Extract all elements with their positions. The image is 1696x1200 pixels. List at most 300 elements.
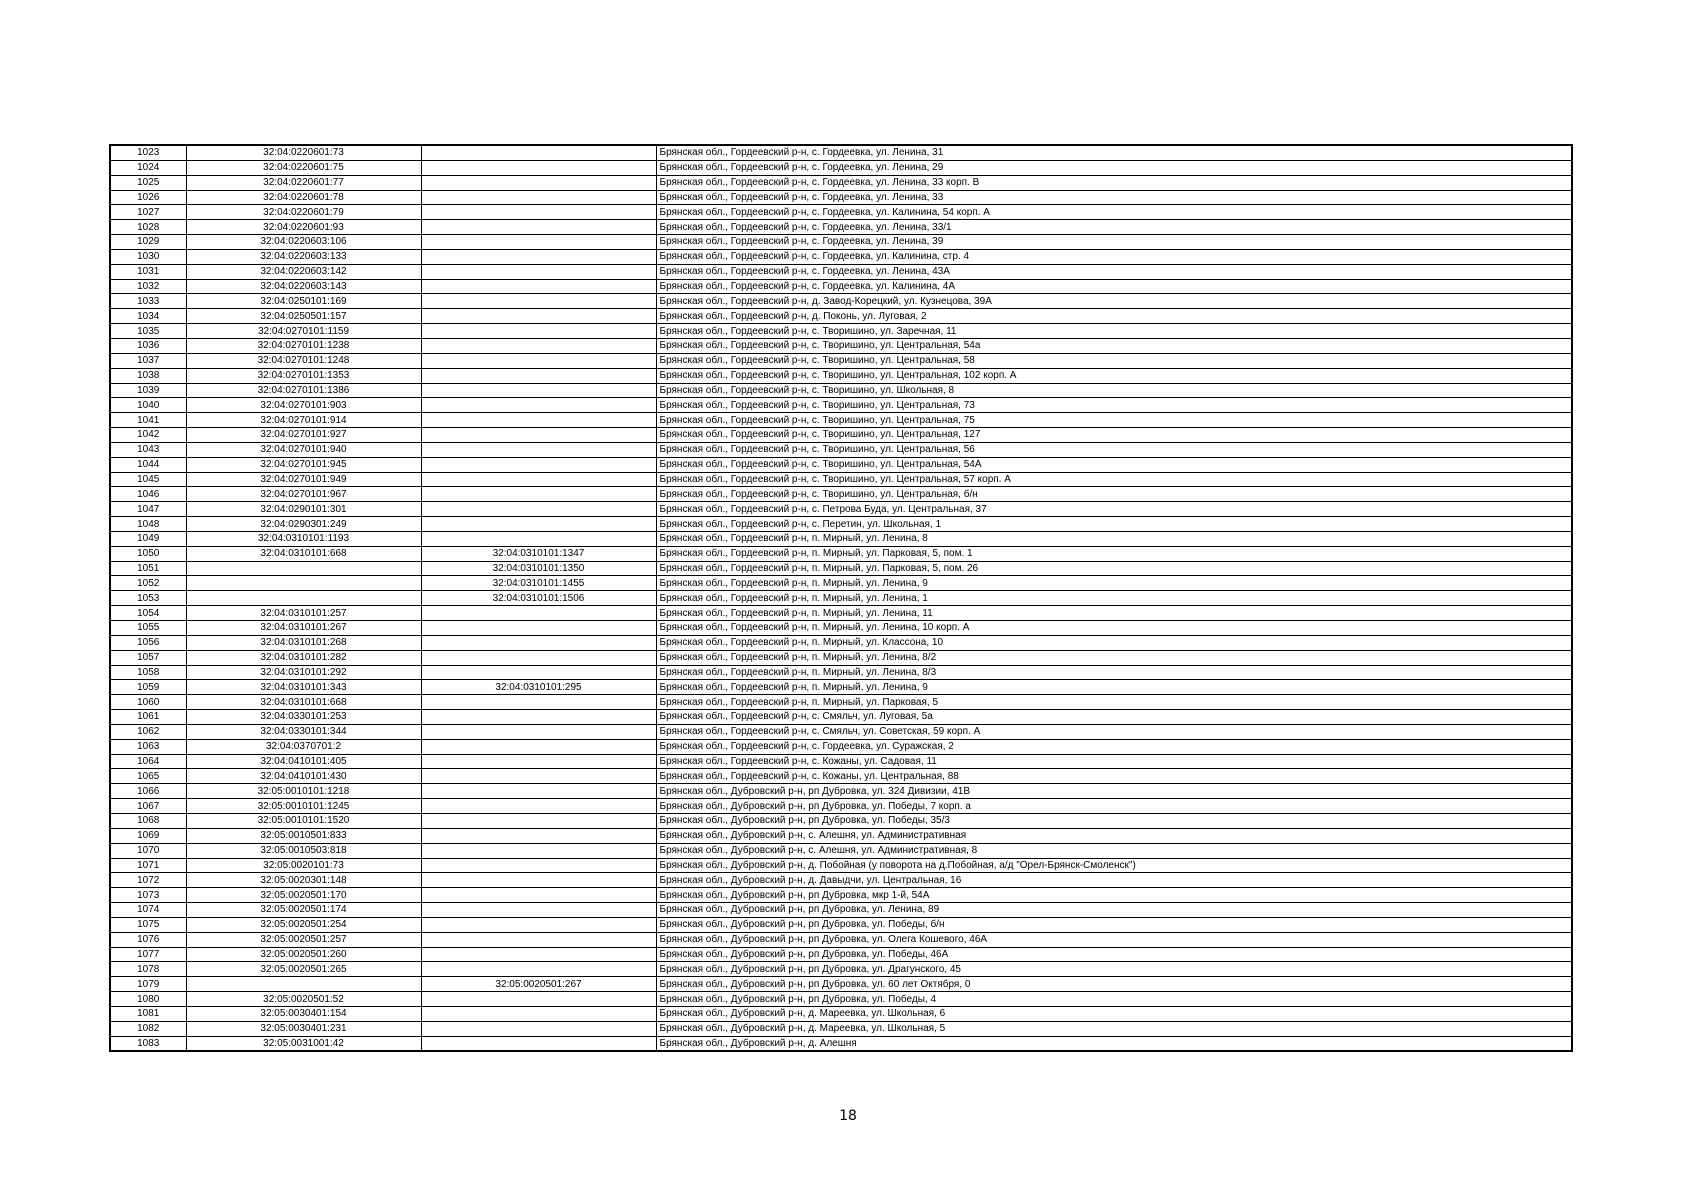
row-number-cell: 1046 [110,487,186,502]
related-cadastral-number-cell [421,695,656,710]
table-row [110,517,1572,532]
row-number-cell: 1068 [110,813,186,828]
related-cadastral-number-cell [421,858,656,873]
cadastral-number-cell: 32:04:0270101:914 [186,413,421,428]
address-cell: Брянская обл., Гордеевский р-н, с. Творишино, ул. Центральная, 58 [656,353,1572,368]
address-cell: Брянская обл., Гордеевский р-н, с. Кожаны, ул. Садовая, 11 [656,754,1572,769]
cadastral-number-cell: 32:04:0270101:1238 [186,338,421,353]
row-number-cell: 1039 [110,383,186,398]
table-row [110,799,1572,814]
table-row [110,784,1572,799]
row-number-cell: 1051 [110,561,186,576]
related-cadastral-number-cell [421,264,656,279]
related-cadastral-number-cell [421,368,656,383]
table-row [110,264,1572,279]
cadastral-number-cell: 32:04:0250101:169 [186,294,421,309]
table-row [110,1021,1572,1036]
address-cell: Брянская обл., Дубровский р-н, рп Дубровка, ул. Победы, 46А [656,947,1572,962]
address-cell: Брянская обл., Гордеевский р-н, п. Мирный, ул. Ленина, 10 корп. А [656,621,1572,636]
table-row [110,903,1572,918]
table-row [110,531,1572,546]
table-row [110,368,1572,383]
row-number-cell: 1027 [110,205,186,220]
related-cadastral-number-cell [421,932,656,947]
table-row [110,145,1572,160]
cadastral-number-cell: 32:04:0270101:903 [186,398,421,413]
registry-table-body [110,145,1572,1051]
address-cell: Брянская обл., Дубровский р-н, д. Мареевка, ул. Школьная, 5 [656,1021,1572,1036]
related-cadastral-number-cell [421,799,656,814]
related-cadastral-number-cell [421,724,656,739]
table-row [110,724,1572,739]
related-cadastral-number-cell [421,710,656,725]
address-cell: Брянская обл., Гордеевский р-н, с. Гордеевка, ул. Калинина, 54 корп. А [656,205,1572,220]
related-cadastral-number-cell [421,635,656,650]
table-row [110,591,1572,606]
cadastral-number-cell [186,591,421,606]
table-row [110,680,1572,695]
cadastral-number-cell: 32:04:0270101:967 [186,487,421,502]
address-cell: Брянская обл., Гордеевский р-н, п. Мирный, ул. Ленина, 8/2 [656,650,1572,665]
related-cadastral-number-cell: 32:04:0310101:1347 [421,546,656,561]
related-cadastral-number-cell [421,531,656,546]
address-cell: Брянская обл., Гордеевский р-н, с. Творишино, ул. Центральная, 54А [656,457,1572,472]
cadastral-number-cell: 32:04:0270101:940 [186,442,421,457]
related-cadastral-number-cell [421,472,656,487]
table-row [110,769,1572,784]
row-number-cell: 1053 [110,591,186,606]
row-number-cell: 1043 [110,442,186,457]
cadastral-number-cell: 32:05:0020501:257 [186,932,421,947]
address-cell: Брянская обл., Дубровский р-н, рп Дубровка, ул. Победы, 35/3 [656,813,1572,828]
address-cell: Брянская обл., Гордеевский р-н, с. Творишино, ул. Центральная, 57 корп. А [656,472,1572,487]
related-cadastral-number-cell [421,992,656,1007]
table-row [110,383,1572,398]
row-number-cell: 1024 [110,160,186,175]
cadastral-number-cell [186,977,421,992]
address-cell: Брянская обл., Гордеевский р-н, с. Гордеевка, ул. Калинина, 4А [656,279,1572,294]
cadastral-number-cell: 32:05:0020301:148 [186,873,421,888]
address-cell: Брянская обл., Гордеевский р-н, п. Мирный, ул. Классона, 10 [656,635,1572,650]
row-number-cell: 1072 [110,873,186,888]
cadastral-number-cell: 32:04:0220603:106 [186,235,421,250]
table-row [110,472,1572,487]
table-row [110,917,1572,932]
address-cell: Брянская обл., Гордеевский р-н, с. Смяльч, ул. Луговая, 5а [656,710,1572,725]
related-cadastral-number-cell: 32:05:0020501:267 [421,977,656,992]
table-row [110,205,1572,220]
address-cell: Брянская обл., Гордеевский р-н, с. Гордеевка, ул. Суражская, 2 [656,739,1572,754]
row-number-cell: 1028 [110,220,186,235]
cadastral-number-cell: 32:04:0220601:75 [186,160,421,175]
related-cadastral-number-cell [421,517,656,532]
cadastral-number-cell: 32:04:0220601:93 [186,220,421,235]
address-cell: Брянская обл., Гордеевский р-н, с. Творишино, ул. Центральная, 54а [656,338,1572,353]
address-cell: Брянская обл., Гордеевский р-н, с. Гордеевка, ул. Ленина, 33/1 [656,220,1572,235]
address-cell: Брянская обл., Гордеевский р-н, с. Творишино, ул. Заречная, 11 [656,324,1572,339]
address-cell: Брянская обл., Гордеевский р-н, с. Гордеевка, ул. Ленина, 39 [656,235,1572,250]
table-row [110,1036,1572,1051]
related-cadastral-number-cell [421,769,656,784]
cadastral-number-cell: 32:05:0010501:833 [186,828,421,843]
related-cadastral-number-cell [421,338,656,353]
address-cell: Брянская обл., Гордеевский р-н, с. Гордеевка, ул. Ленина, 33 корп. В [656,175,1572,190]
row-number-cell: 1078 [110,962,186,977]
table-row [110,249,1572,264]
related-cadastral-number-cell [421,324,656,339]
address-cell: Брянская обл., Гордеевский р-н, п. Мирный, ул. Ленина, 1 [656,591,1572,606]
table-row [110,442,1572,457]
row-number-cell: 1056 [110,635,186,650]
related-cadastral-number-cell [421,160,656,175]
related-cadastral-number-cell [421,1021,656,1036]
related-cadastral-number-cell [421,190,656,205]
related-cadastral-number-cell [421,502,656,517]
related-cadastral-number-cell [421,665,656,680]
related-cadastral-number-cell [421,398,656,413]
cadastral-number-cell: 32:05:0010101:1520 [186,813,421,828]
row-number-cell: 1075 [110,917,186,932]
address-cell: Брянская обл., Гордеевский р-н, с. Творишино, ул. Центральная, 102 корп. А [656,368,1572,383]
cadastral-number-cell: 32:04:0270101:949 [186,472,421,487]
address-cell: Брянская обл., Дубровский р-н, рп Дубровка, ул. Победы, б/н [656,917,1572,932]
cadastral-number-cell: 32:05:0010503:818 [186,843,421,858]
row-number-cell: 1026 [110,190,186,205]
cadastral-number-cell: 32:04:0220603:142 [186,264,421,279]
row-number-cell: 1041 [110,413,186,428]
related-cadastral-number-cell [421,828,656,843]
address-cell: Брянская обл., Гордеевский р-н, п. Мирный, ул. Ленина, 11 [656,606,1572,621]
row-number-cell: 1065 [110,769,186,784]
table-row [110,428,1572,443]
row-number-cell: 1066 [110,784,186,799]
related-cadastral-number-cell [421,294,656,309]
address-cell: Брянская обл., Гордеевский р-н, д. Поконь, ул. Луговая, 2 [656,309,1572,324]
cadastral-number-cell: 32:04:0270101:927 [186,428,421,443]
row-number-cell: 1030 [110,249,186,264]
table-row [110,621,1572,636]
address-cell: Брянская обл., Дубровский р-н, с. Алешня, ул. Административная, 8 [656,843,1572,858]
row-number-cell: 1077 [110,947,186,962]
address-cell: Брянская обл., Гордеевский р-н, с. Петрова Буда, ул. Центральная, 37 [656,502,1572,517]
row-number-cell: 1050 [110,546,186,561]
table-row [110,235,1572,250]
address-cell: Брянская обл., Гордеевский р-н, с. Творишино, ул. Школьная, 8 [656,383,1572,398]
row-number-cell: 1080 [110,992,186,1007]
related-cadastral-number-cell [421,235,656,250]
table-row [110,279,1572,294]
address-cell: Брянская обл., Гордеевский р-н, п. Мирный, ул. Ленина, 8/3 [656,665,1572,680]
table-row [110,992,1572,1007]
table-row [110,977,1572,992]
row-number-cell: 1069 [110,828,186,843]
address-cell: Брянская обл., Дубровский р-н, рп Дубровка, мкр 1-й, 54А [656,888,1572,903]
address-cell: Брянская обл., Гордеевский р-н, п. Мирный, ул. Ленина, 8 [656,531,1572,546]
cadastral-number-cell: 32:04:0250501:157 [186,309,421,324]
row-number-cell: 1035 [110,324,186,339]
row-number-cell: 1040 [110,398,186,413]
address-cell: Брянская обл., Дубровский р-н, с. Алешня, ул. Административная [656,828,1572,843]
table-row [110,457,1572,472]
address-cell: Брянская обл., Гордеевский р-н, п. Мирный, ул. Парковая, 5, пом. 1 [656,546,1572,561]
address-cell: Брянская обл., Гордеевский р-н, п. Мирный, ул. Парковая, 5 [656,695,1572,710]
row-number-cell: 1033 [110,294,186,309]
row-number-cell: 1076 [110,932,186,947]
address-cell: Брянская обл., Дубровский р-н, д. Мареевка, ул. Школьная, 6 [656,1006,1572,1021]
row-number-cell: 1032 [110,279,186,294]
related-cadastral-number-cell [421,175,656,190]
address-cell: Брянская обл., Дубровский р-н, рп Дубровка, ул. Драгунского, 45 [656,962,1572,977]
table-row [110,932,1572,947]
row-number-cell: 1081 [110,1006,186,1021]
related-cadastral-number-cell [421,205,656,220]
row-number-cell: 1071 [110,858,186,873]
cadastral-number-cell: 32:04:0220601:78 [186,190,421,205]
related-cadastral-number-cell [421,947,656,962]
related-cadastral-number-cell [421,888,656,903]
cadastral-number-cell: 32:05:0010101:1245 [186,799,421,814]
cadastral-number-cell: 32:04:0310101:268 [186,635,421,650]
table-row [110,813,1572,828]
table-row [110,546,1572,561]
row-number-cell: 1062 [110,724,186,739]
cadastral-number-cell: 32:04:0220603:143 [186,279,421,294]
row-number-cell: 1070 [110,843,186,858]
table-row [110,828,1572,843]
table-row [110,576,1572,591]
address-cell: Брянская обл., Дубровский р-н, д. Алешня [656,1036,1572,1051]
address-cell: Брянская обл., Гордеевский р-н, с. Смяльч, ул. Советская, 59 корп. А [656,724,1572,739]
related-cadastral-number-cell [421,249,656,264]
table-row [110,695,1572,710]
cadastral-number-cell: 32:04:0310101:1193 [186,531,421,546]
row-number-cell: 1061 [110,710,186,725]
cadastral-number-cell: 32:04:0310101:292 [186,665,421,680]
cadastral-number-cell: 32:04:0310101:343 [186,680,421,695]
address-cell: Брянская обл., Дубровский р-н, рп Дубровка, ул. Победы, 4 [656,992,1572,1007]
related-cadastral-number-cell [421,220,656,235]
cadastral-number-cell: 32:05:0020101:73 [186,858,421,873]
cadastral-number-cell: 32:04:0270101:1248 [186,353,421,368]
table-row [110,413,1572,428]
address-cell: Брянская обл., Гордеевский р-н, п. Мирный, ул. Ленина, 9 [656,680,1572,695]
cadastral-number-cell: 32:04:0310101:668 [186,546,421,561]
related-cadastral-number-cell [421,353,656,368]
related-cadastral-number-cell [421,917,656,932]
related-cadastral-number-cell [421,784,656,799]
related-cadastral-number-cell [421,754,656,769]
row-number-cell: 1073 [110,888,186,903]
cadastral-number-cell: 32:05:0031001:42 [186,1036,421,1051]
address-cell: Брянская обл., Гордеевский р-н, с. Перетин, ул. Школьная, 1 [656,517,1572,532]
cadastral-number-cell: 32:04:0220601:77 [186,175,421,190]
address-cell: Брянская обл., Гордеевский р-н, с. Гордеевка, ул. Ленина, 43А [656,264,1572,279]
table-row [110,324,1572,339]
address-cell: Брянская обл., Гордеевский р-н, с. Гордеевка, ул. Ленина, 29 [656,160,1572,175]
row-number-cell: 1031 [110,264,186,279]
related-cadastral-number-cell: 32:04:0310101:1506 [421,591,656,606]
related-cadastral-number-cell [421,442,656,457]
cadastral-number-cell: 32:04:0270101:1159 [186,324,421,339]
related-cadastral-number-cell [421,813,656,828]
cadastral-number-cell: 32:05:0020501:52 [186,992,421,1007]
related-cadastral-number-cell [421,279,656,294]
table-row [110,294,1572,309]
cadastral-number-cell: 32:04:0290101:301 [186,502,421,517]
cadastral-number-cell: 32:04:0220601:73 [186,145,421,160]
row-number-cell: 1059 [110,680,186,695]
address-cell: Брянская обл., Гордеевский р-н, д. Завод-Корецкий, ул. Кузнецова, 39А [656,294,1572,309]
address-cell: Брянская обл., Дубровский р-н, рп Дубровка, ул. Победы, 7 корп. а [656,799,1572,814]
table-row [110,502,1572,517]
related-cadastral-number-cell [421,739,656,754]
address-cell: Брянская обл., Дубровский р-н, д. Побойная (у поворота на д.Побойная, а/д "Орел-Брянск-Смоленск") [656,858,1572,873]
row-number-cell: 1074 [110,903,186,918]
table-row [110,220,1572,235]
related-cadastral-number-cell [421,903,656,918]
cadastral-number-cell: 32:05:0020501:174 [186,903,421,918]
table-row [110,160,1572,175]
table-row [110,947,1572,962]
cadastral-number-cell: 32:05:0010101:1218 [186,784,421,799]
cadastral-number-cell: 32:04:0270101:945 [186,457,421,472]
row-number-cell: 1034 [110,309,186,324]
table-row [110,650,1572,665]
table-row [110,888,1572,903]
table-row [110,309,1572,324]
table-row [110,1006,1572,1021]
row-number-cell: 1037 [110,353,186,368]
table-row [110,606,1572,621]
cadastral-number-cell: 32:04:0330101:253 [186,710,421,725]
table-row [110,338,1572,353]
cadastral-number-cell: 32:04:0270101:1353 [186,368,421,383]
related-cadastral-number-cell [421,606,656,621]
row-number-cell: 1083 [110,1036,186,1051]
cadastral-number-cell: 32:04:0310101:257 [186,606,421,621]
row-number-cell: 1045 [110,472,186,487]
address-cell: Брянская обл., Гордеевский р-н, с. Гордеевка, ул. Ленина, 33 [656,190,1572,205]
cadastral-number-cell: 32:04:0410101:430 [186,769,421,784]
related-cadastral-number-cell [421,621,656,636]
cadastral-number-cell: 32:05:0030401:231 [186,1021,421,1036]
related-cadastral-number-cell [421,428,656,443]
cadastral-number-cell: 32:05:0020501:170 [186,888,421,903]
cadastral-number-cell [186,561,421,576]
row-number-cell: 1058 [110,665,186,680]
cadastral-number-cell: 32:04:0310101:267 [186,621,421,636]
address-cell: Брянская обл., Дубровский р-н, рп Дубровка, ул. Ленина, 89 [656,903,1572,918]
cadastral-number-cell: 32:04:0310101:282 [186,650,421,665]
row-number-cell: 1042 [110,428,186,443]
table-row [110,665,1572,680]
related-cadastral-number-cell [421,1006,656,1021]
related-cadastral-number-cell: 32:04:0310101:1455 [421,576,656,591]
related-cadastral-number-cell [421,457,656,472]
related-cadastral-number-cell [421,843,656,858]
row-number-cell: 1038 [110,368,186,383]
cadastral-number-cell: 32:04:0310101:668 [186,695,421,710]
row-number-cell: 1036 [110,338,186,353]
row-number-cell: 1052 [110,576,186,591]
related-cadastral-number-cell [421,873,656,888]
table-row [110,487,1572,502]
table-row [110,398,1572,413]
address-cell: Брянская обл., Дубровский р-н, д. Давыдчи, ул. Центральная, 16 [656,873,1572,888]
address-cell: Брянская обл., Гордеевский р-н, с. Творишино, ул. Центральная, 75 [656,413,1572,428]
table-row [110,175,1572,190]
cadastral-number-cell: 32:04:0370701:2 [186,739,421,754]
row-number-cell: 1064 [110,754,186,769]
row-number-cell: 1054 [110,606,186,621]
row-number-cell: 1060 [110,695,186,710]
cadastral-number-cell: 32:04:0330101:344 [186,724,421,739]
address-cell: Брянская обл., Дубровский р-н, рп Дубровка, ул. Олега Кошевого, 46А [656,932,1572,947]
row-number-cell: 1029 [110,235,186,250]
table-row [110,858,1572,873]
row-number-cell: 1055 [110,621,186,636]
related-cadastral-number-cell [421,413,656,428]
address-cell: Брянская обл., Гордеевский р-н, с. Творишино, ул. Центральная, 73 [656,398,1572,413]
table-row [110,873,1572,888]
table-row [110,635,1572,650]
row-number-cell: 1067 [110,799,186,814]
row-number-cell: 1047 [110,502,186,517]
address-cell: Брянская обл., Гордеевский р-н, с. Гордеевка, ул. Калинина, стр. 4 [656,249,1572,264]
cadastral-number-cell: 32:04:0220601:79 [186,205,421,220]
table-row [110,962,1572,977]
cadastral-number-cell: 32:05:0020501:265 [186,962,421,977]
related-cadastral-number-cell: 32:04:0310101:295 [421,680,656,695]
address-cell: Брянская обл., Дубровский р-н, рп Дубровка, ул. 60 лет Октября, 0 [656,977,1572,992]
cadastral-number-cell [186,576,421,591]
related-cadastral-number-cell [421,1036,656,1051]
cadastral-number-cell: 32:04:0270101:1386 [186,383,421,398]
row-number-cell: 1048 [110,517,186,532]
related-cadastral-number-cell [421,383,656,398]
row-number-cell: 1082 [110,1021,186,1036]
related-cadastral-number-cell [421,650,656,665]
address-cell: Брянская обл., Гордеевский р-н, с. Творишино, ул. Центральная, 127 [656,428,1572,443]
page-number: 18 [839,1108,857,1124]
address-cell: Брянская обл., Дубровский р-н, рп Дубровка, ул. 324 Дивизии, 41В [656,784,1572,799]
cadastral-number-cell: 32:04:0220603:133 [186,249,421,264]
cadastral-number-cell: 32:05:0030401:154 [186,1006,421,1021]
related-cadastral-number-cell [421,145,656,160]
address-cell: Брянская обл., Гордеевский р-н, с. Творишино, ул. Центральная, б/н [656,487,1572,502]
row-number-cell: 1057 [110,650,186,665]
table-row [110,739,1572,754]
related-cadastral-number-cell [421,962,656,977]
address-cell: Брянская обл., Гордеевский р-н, с. Гордеевка, ул. Ленина, 31 [656,145,1572,160]
address-cell: Брянская обл., Гордеевский р-н, п. Мирный, ул. Парковая, 5, пом. 26 [656,561,1572,576]
row-number-cell: 1063 [110,739,186,754]
related-cadastral-number-cell [421,487,656,502]
table-row [110,843,1572,858]
row-number-cell: 1049 [110,531,186,546]
row-number-cell: 1025 [110,175,186,190]
address-cell: Брянская обл., Гордеевский р-н, с. Творишино, ул. Центральная, 56 [656,442,1572,457]
row-number-cell: 1023 [110,145,186,160]
related-cadastral-number-cell: 32:04:0310101:1350 [421,561,656,576]
cadastral-number-cell: 32:05:0020501:260 [186,947,421,962]
table-row [110,754,1572,769]
cadastral-number-cell: 32:04:0290301:249 [186,517,421,532]
address-cell: Брянская обл., Гордеевский р-н, с. Кожаны, ул. Центральная, 88 [656,769,1572,784]
registry-table [109,144,1573,1052]
related-cadastral-number-cell [421,309,656,324]
cadastral-number-cell: 32:05:0020501:254 [186,917,421,932]
